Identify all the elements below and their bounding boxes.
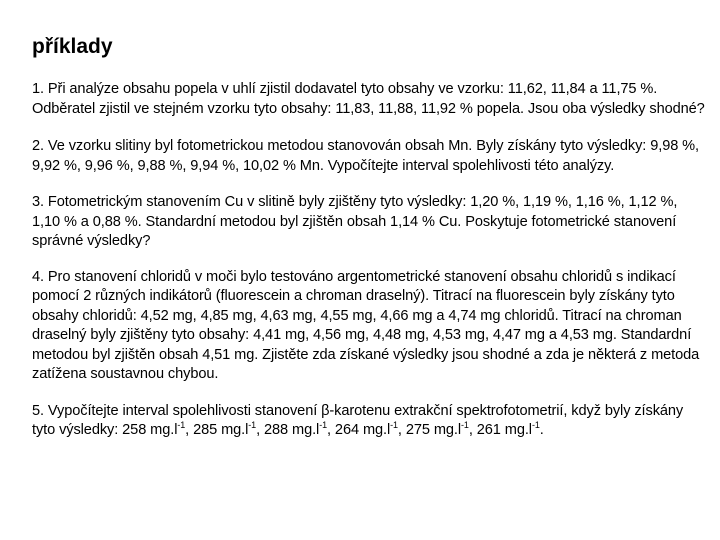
result-unit: mg.l — [288, 422, 320, 438]
result-unit: mg.l — [217, 422, 249, 438]
problem-1: 1. Při analýze obsahu popela v uhlí zjistil dodavatel tyto obsahy ve vzorku: 11,62, 11,84 a 11,75 %. Odběratel zjistil ve stejném vzorku tyto obsahy: 11,83, 11,88, 11,92 % popela. Jsou oba výsledky shodné? — [32, 81, 705, 117]
problem-3: 3. Fotometrickým stanovením Cu v slitině byly zjištěny tyto výsledky: 1,20 %, 1,19 %, 1,16 %, 1,12 %, 1,10 % a 0,88 %. Standardní metodou byl zjištěn obsah 1,14 % Cu. Poskytuje fotometrické stanovení správné výsledky? — [32, 194, 678, 249]
result-value: 261 — [476, 422, 501, 438]
unit-exponent: -1 — [461, 420, 469, 430]
problem-list — [32, 80, 708, 441]
result-value: 275 — [405, 422, 430, 438]
result-unit: mg.l — [146, 422, 178, 438]
unit-exponent: -1 — [531, 420, 540, 430]
result-unit: mg.l — [429, 422, 462, 438]
problem-2: 2. Ve vzorku slitiny byl fotometrickou metodou stanovován obsah Mn. Byly získány tyto výsledky: 9,98 %, 9,92 %, 9,96 %, 9,88 %, 9,94 %, 10,02 % Mn. Vypočítejte interval spolehlivosti této analýzy. — [32, 138, 700, 174]
result-unit: mg.l — [500, 422, 532, 438]
unit-exponent: -1 — [319, 420, 327, 430]
unit-exponent: -1 — [390, 420, 398, 430]
result-value: 264 — [334, 422, 359, 438]
problem-5-intro: 5. Vypočítejte interval spolehlivosti stanovení β-karotenu extrakční spektrofotometrií, když byly získány tyto výsledky: — [32, 402, 684, 438]
problem-4: 4. Pro stanovení chloridů v moči bylo testováno argentometrické stanovení obsahu chloridů s indikací pomocí 2 různých indikátorů (fluorescein a chroman draselný). Titrací na fluorescein byly získány tyto obsahy chloridů: 4,52 mg, 4,85 mg, 4,63 mg, 4,55 mg, 4,66 mg a 4,74 mg chloridů. Titrací na chroman draselný byly zjištěny tyto obsahy: 4,41 mg, 4,56 mg, 4,48 mg, 4,53 mg, 4,47 mg a 4,53 mg. Standardní metodou byl zjištěn obsah 4,51 mg. Zjistěte zda získané výsledky jsou shodné a zda je některá z metoda zatížena soustavnou chybou. — [32, 268, 700, 382]
result-unit: mg.l — [358, 422, 391, 438]
result-value: 285 — [193, 422, 218, 438]
problem-5: 5. Vypočítejte interval spolehlivosti stanovení β-karotenu extrakční spektrofotometrií, když byly získány tyto výsledky: 258 $mg.l^{-1}$, 285 $mg.l^{-1}$, 288 $mg.l^{-1}$, 264 $mg.l^{-1}$, 275 $mg.l^{-1}$, 261 $mg.l^{-1}$. — [32, 402, 684, 438]
result-value: 288 — [264, 422, 289, 438]
slide-title: příklady — [32, 35, 113, 58]
unit-exponent: -1 — [248, 420, 257, 430]
result-value: 258 — [122, 422, 147, 438]
unit-exponent: -1 — [177, 420, 186, 430]
